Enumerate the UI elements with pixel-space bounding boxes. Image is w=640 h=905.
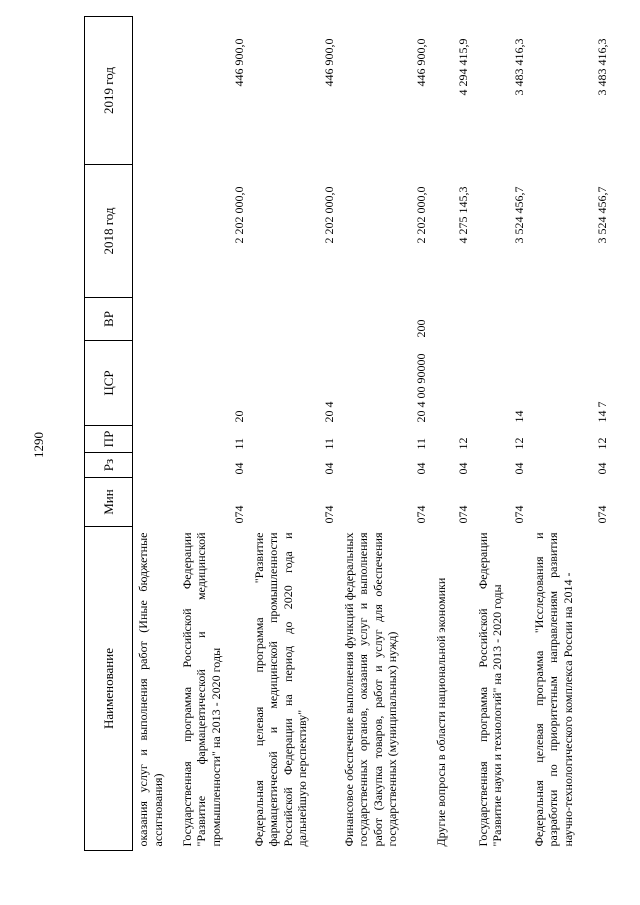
row-min: 074: [231, 505, 246, 524]
row-vr: 200: [413, 319, 428, 338]
row-2018: 2 202 000,0: [321, 186, 336, 244]
row-csr: 20 4 00 90000: [413, 353, 428, 423]
row-rz: [133, 453, 177, 478]
table-row: [133, 17, 177, 851]
row-pr: [133, 426, 177, 453]
budget-table: [84, 16, 612, 851]
row-rz: 04: [594, 462, 609, 475]
header-2018: 2018 год: [85, 165, 133, 298]
header-name: Наименование: [85, 527, 133, 851]
row-2019: 446 900,0: [321, 38, 336, 87]
table-row: [177, 17, 249, 851]
row-vr: [529, 298, 612, 341]
row-min: 074: [511, 505, 526, 524]
row-2018: 2 202 000,0: [413, 186, 428, 244]
row-2018: 2 202 000,0: [231, 186, 246, 244]
header-pr: ПР: [85, 426, 133, 453]
table-row: [339, 17, 431, 851]
row-csr: 14 7: [594, 401, 609, 423]
row-vr: [473, 298, 529, 341]
row-csr: [431, 341, 473, 426]
row-2018: [133, 165, 177, 298]
row-pr: 11: [231, 437, 246, 450]
header-rz: Рз: [85, 453, 133, 478]
row-rz: 04: [231, 462, 246, 475]
row-2019: 3 483 416,3: [594, 38, 609, 96]
row-pr: 12: [511, 437, 526, 450]
row-2019: 3 483 416,3: [511, 38, 526, 96]
rotated-sheet: [84, 38, 611, 851]
row-csr: 20: [231, 410, 246, 423]
row-name: Финансовое обеспечение выполнения функций федеральных государственных органов, оказания услуг и выполнения работ (Закупка товаров, работ и услуг для обеспечения государственных (муниципальных) нужд): [341, 532, 400, 847]
header-csr: ЦСР: [85, 341, 133, 426]
row-vr: [133, 298, 177, 341]
table-row: [431, 17, 473, 851]
page-number: 1290: [31, 432, 46, 458]
header-2019: 2019 год: [85, 17, 133, 165]
row-2018: 3 524 456,7: [511, 186, 526, 244]
row-min: [133, 478, 177, 527]
table-row: [529, 17, 612, 851]
row-2018: 3 524 456,7: [594, 186, 609, 244]
row-min: 074: [455, 505, 470, 524]
row-2019: 446 900,0: [231, 38, 246, 87]
table-container: [84, 38, 611, 851]
row-rz: 04: [511, 462, 526, 475]
row-pr: 12: [455, 437, 470, 450]
row-name: Государственная программа Российской Федерации "Развитие фармацевтической и медицинской промышленности" на 2013 - 2020 годы: [179, 532, 223, 847]
row-csr: 20 4: [321, 401, 336, 423]
row-min: 074: [413, 505, 428, 524]
row-pr: 12: [594, 437, 609, 450]
table-row: [249, 17, 339, 851]
row-min: 074: [321, 505, 336, 524]
header-row: [85, 17, 133, 851]
row-vr: [177, 298, 249, 341]
header-vr: ВР: [85, 298, 133, 341]
row-2019: [133, 17, 177, 165]
row-name: Федеральная целевая программа "Развитие фармацевтической и медицинской промышленности Российской Федерации на период до 2020 года и дальнейшую перспективу": [251, 532, 310, 847]
row-pr: 11: [321, 437, 336, 450]
row-name: Другие вопросы в области национальной экономики: [433, 577, 448, 847]
row-name: Государственная программа Российской Федерации "Развитие науки и технологий" на 2013 - 2020 годы: [475, 532, 505, 847]
row-csr: [133, 341, 177, 426]
row-rz: 04: [455, 462, 470, 475]
row-rz: 04: [321, 462, 336, 475]
row-pr: 11: [413, 437, 428, 450]
row-rz: 04: [413, 462, 428, 475]
table-row: [473, 17, 529, 851]
row-min: 074: [594, 505, 609, 524]
row-name: Федеральная целевая программа "Исследования и разработки по приоритетным направлениям развития научно-технологического комплекса России на 2014 -: [531, 532, 575, 847]
row-vr: [431, 298, 473, 341]
row-2018: 4 275 145,3: [455, 186, 470, 244]
row-name: оказания услуг и выполнения работ (Иные бюджетные ассигнования): [136, 532, 165, 847]
row-2019: 446 900,0: [413, 38, 428, 87]
row-csr: 14: [511, 410, 526, 423]
row-2019: 4 294 415,9: [455, 38, 470, 96]
row-vr: [249, 298, 339, 341]
header-min: Мин: [85, 478, 133, 527]
